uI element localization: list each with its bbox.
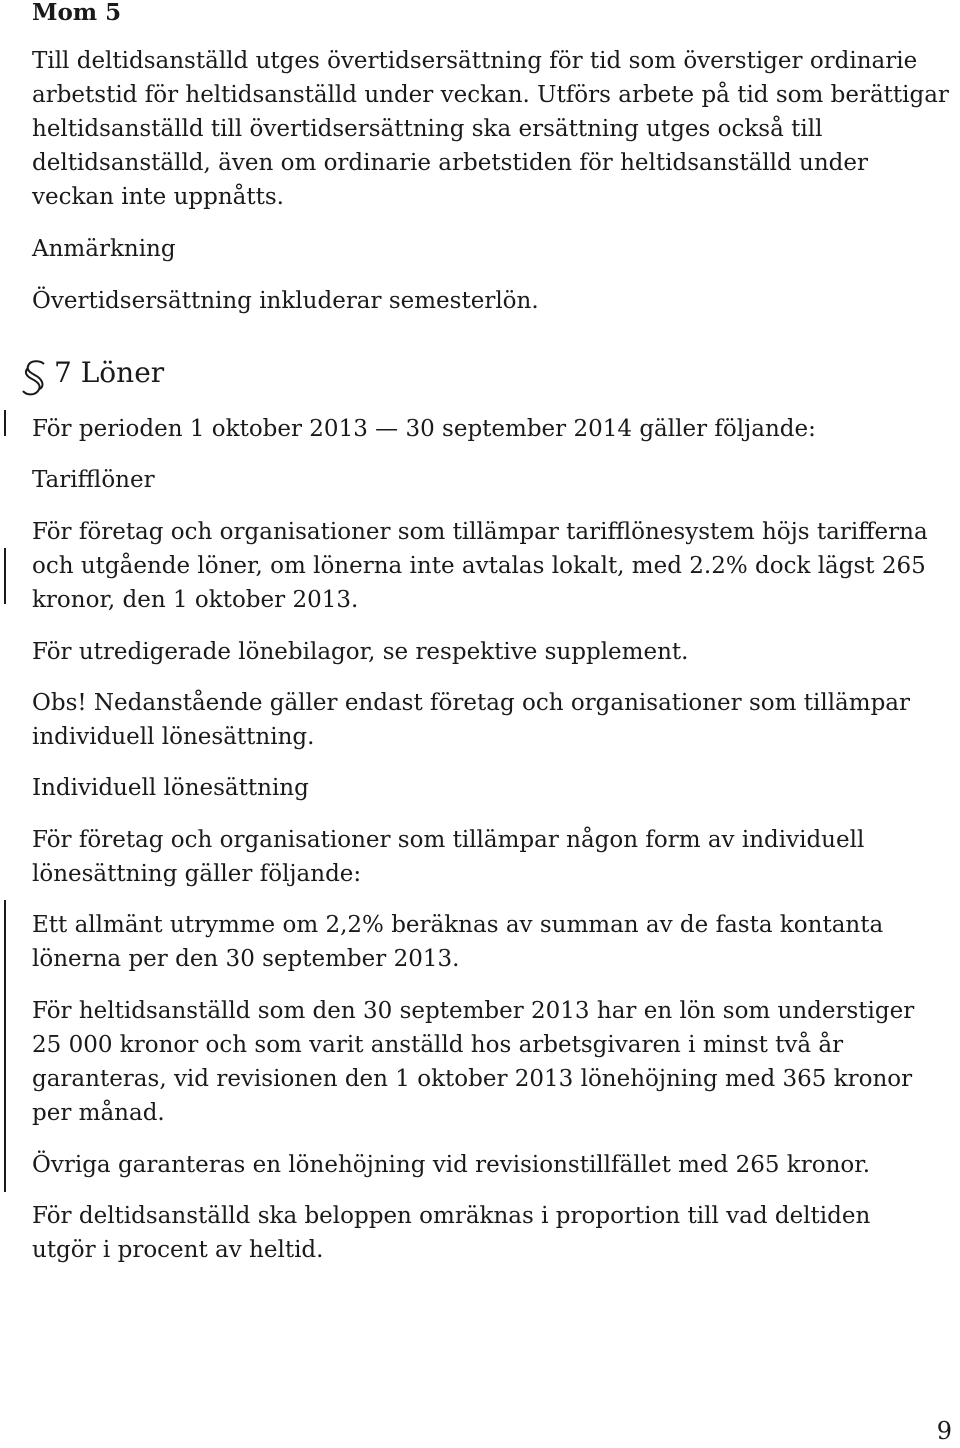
tariff-line: och utgående löner, om lönerna inte avtalas lokalt, med 2.2% dock lägst 265 [32, 553, 926, 579]
individual-heading: Individuell lönesättning [32, 775, 309, 801]
parttime-line: utgör i procent av heltid. [32, 1237, 324, 1263]
change-bar [4, 548, 6, 604]
individual-line: För företag och organisationer som tillämpar någon form av individuell [32, 827, 865, 853]
tariff-heading: Tarifflöner [32, 467, 155, 493]
tariff-line: För företag och organisationer som tillämpar tarifflönesystem höjs tarifferna [32, 519, 928, 545]
obs-line: Obs! Nedanstående gäller endast företag och organisationer som tillämpar [32, 690, 911, 716]
section-sign-icon [16, 358, 52, 398]
individual-line: lönesättning gäller följande: [32, 861, 362, 887]
change-bar [4, 900, 6, 1192]
guarantee-line: garanteras, vid revisionen den 1 oktober 2013 lönehöjning med 365 kronor [32, 1066, 913, 1092]
tariff-line: kronor, den 1 oktober 2013. [32, 587, 359, 613]
note-heading: Anmärkning [32, 236, 176, 262]
note-text: Övertidsersättning inkluderar semesterlön. [32, 288, 539, 314]
change-bar [4, 410, 6, 436]
guarantee-line: 25 000 kronor och som varit anställd hos arbetsgivaren i minst två år [32, 1032, 844, 1058]
mom5-para-line: deltidsanställd, även om ordinarie arbetstiden för heltidsanställd under [32, 150, 868, 176]
obs-line: individuell lönesättning. [32, 724, 315, 750]
mom5-heading: Mom 5 [32, 0, 122, 26]
others-text: Övriga garanteras en lönehöjning vid revisionstillfället med 265 kronor. [32, 1152, 871, 1178]
guarantee-line: För heltidsanställd som den 30 september 2013 har en lön som understiger [32, 998, 915, 1024]
mom5-para-line: arbetstid för heltidsanställd under veckan. Utförs arbete på tid som berättigar [32, 82, 949, 108]
page-number: 9 [936, 1417, 952, 1445]
guarantee-line: per månad. [32, 1100, 165, 1126]
section-title: 7 Löner [54, 356, 165, 389]
utrymme-line: Ett allmänt utrymme om 2,2% beräknas av summan av de fasta kontanta [32, 912, 884, 938]
parttime-line: För deltidsanställd ska beloppen omräknas i proportion till vad deltiden [32, 1203, 871, 1229]
utrymme-line: lönerna per den 30 september 2013. [32, 946, 460, 972]
period-text: För perioden 1 oktober 2013 — 30 september 2014 gäller följande: [32, 416, 816, 442]
mom5-para-line: Till deltidsanställd utges övertidsersättning för tid som överstiger ordinarie [32, 48, 918, 74]
supplement-text: För utredigerade lönebilagor, se respektive supplement. [32, 639, 689, 665]
mom5-para-line: veckan inte uppnåtts. [32, 184, 284, 210]
mom5-para-line: heltidsanställd till övertidsersättning ska ersättning utges också till [32, 116, 823, 142]
